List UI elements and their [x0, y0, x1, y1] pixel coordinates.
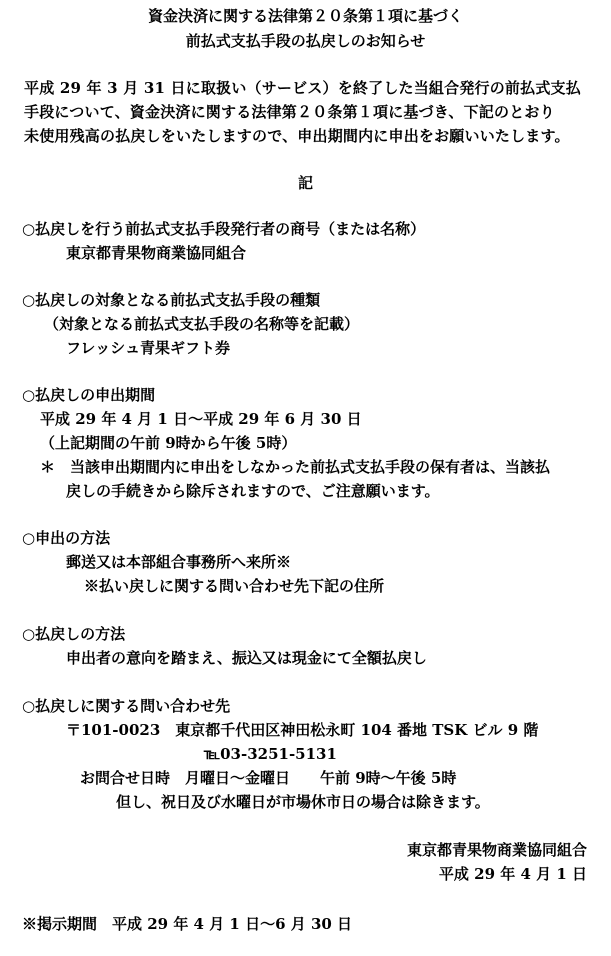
period-heading: ○払戻しの申出期間 [22, 386, 156, 404]
period-warning-line-2: 戻しの手続きから除斥されますので、ご注意願います。 [66, 482, 440, 500]
posting-period: ※掲示期間 平成 29 年 4 月 1 日～6 月 30 日 [22, 915, 353, 933]
intro-line-2: 手段について、資金決済に関する法律第２０条第１項に基づき、下記のとおり [24, 103, 555, 121]
footer-date: 平成 29 年 4 月 1 日 [438, 865, 587, 883]
issuer-value: 東京都青果物商業協同組合 [66, 244, 247, 262]
title-line-1: 資金決済に関する法律第２０条第１項に基づく [147, 7, 463, 25]
apply-method-value: 郵送又は本部組合事務所へ来所※ [66, 553, 292, 571]
ki-heading: 記 [297, 174, 313, 192]
apply-method-heading: ○申出の方法 [22, 529, 111, 547]
footer-org: 東京都青果物商業協同組合 [406, 841, 587, 859]
type-heading: ○払戻しの対象となる前払式支払手段の種類 [22, 291, 321, 309]
type-value: フレッシュ青果ギフト券 [66, 339, 230, 357]
period-dates: 平成 29 年 4 月 1 日～平成 29 年 6 月 30 日 [40, 410, 362, 428]
title-line-2: 前払式支払手段の払戻しのお知らせ [185, 32, 426, 50]
refund-method-value: 申出者の意向を踏まえ、振込又は現金にて全額払戻し [66, 649, 427, 667]
type-note: （対象となる前払式支払手段の名称等を記載） [44, 315, 360, 333]
issuer-heading: ○払戻しを行う前払式支払手段発行者の商号（または名称） [22, 220, 426, 238]
contact-address: 〒101-0023 東京都千代田区神田松永町 104 番地 TSK ビル 9 階 [66, 721, 539, 739]
period-hours: （上記期間の午前 9時から午後 5時） [40, 434, 297, 452]
refund-method-heading: ○払戻しの方法 [22, 625, 126, 643]
intro-line-1: 平成 29 年 3 月 31 日に取扱い（サービス）を終了した当組合発行の前払式支払 [24, 79, 581, 97]
contact-tel: ℡03-3251-5131 [204, 745, 337, 763]
intro-line-3: 未使用残高の払戻しをいたしますので、申出期間内に申出をお願いいたします。 [24, 127, 570, 145]
apply-method-note: ※払い戻しに関する問い合わせ先下記の住所 [84, 577, 385, 595]
contact-hours: お問合せ日時 月曜日～金曜日 午前 9時～午後 5時 [80, 769, 457, 787]
contact-heading: ○払戻しに関する問い合わせ先 [22, 697, 231, 715]
period-warning-line-1: ＊ 当該申出期間内に申出をしなかった前払式支払手段の保有者は、当該払 [40, 458, 551, 476]
contact-exception: 但し、祝日及び水曜日が市場休市日の場合は除きます。 [116, 793, 490, 811]
